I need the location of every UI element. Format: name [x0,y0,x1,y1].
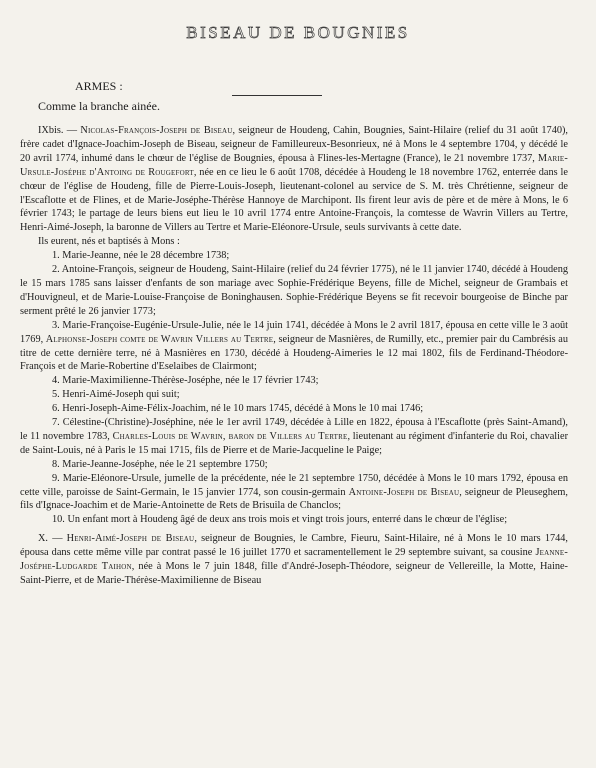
person-name: Nicolas-François-Joseph de Biseau [80,125,233,136]
list-item: 10. Un enfant mort à Houdeng âgé de deux ans trois mois et vingt trois jours, enterré dans le chœur de l'église; [52,514,508,526]
armes-label: ARMES : [75,79,123,93]
list-item: 3. Marie-Françoise-Eugénie-Ursule-Julie, née le 14 juin 1741, décédée à Mons le 2 avril 1817, épousa en cette ville le 3 août 1769, Alphonse-Joseph comte de Wavrin Villers au Tertre, seigneur de Masnières, de Rumilly, etc., premier pair du Cambrésis au titre de cette dernière terre, né à Masnières en 1730, décédé à Houdeng-Aimeries le 12 mai 1802, fils de Ferdinand-Théodore-François et de Marie-Robertine d'Eselaibes de Clairmont; [20,319,569,373]
list-item: 7. Célestine-(Christine)-Joséphine, née le 1er avril 1749, décédée à Lille en 1822, épousa à l'Escaflotte (près Saint-Amand), le 11 novembre 1783, Charles-Louis de Wavrin, baron de Villers au Tertre, lieutenant au régiment d'infanterie du Roi, chavalier de Saint-Louis, né à Paris le 15 mai 1715, fils de Pierre et de Marie-Jacqueline le Paige; [20,417,569,456]
entry-number: X. — [38,533,67,545]
entry-x-text [20,532,568,588]
list-item: 2. Antoine-François, seigneur de Houdeng, Saint-Hilaire (relief du 24 février 1775), né le 11 janvier 1740, décédé à Houdeng le 15 mars 1785 sans laisser d'enfants de son mariage avec Sophie-Frédérique Beyens, fille de Michel, seigneur de Grambais et d'Houvigneul, et de Marie-Louise-Françoise de Boninghausen. Sophie-Frédérique Beyens se fit recevoir bourgeoise de Binche par serment prêté le 26 janvier 1773; [20,264,568,317]
entry-text: , née à Mons le 7 juin 1848, fille d'André-Joseph-Théodore, seigneur de Vellereille, la Motte, Haine-Saint-Pierre, et de Marie-Thérèse-Maximilienne de Biseau [20,561,568,586]
entry-text: , seigneur de Houdeng, Cahin, Bougnies, Saint-Hilaire (relief du 31 août 1740), frère cadet d'Ignace-Joachim-Joseph de Biseau, seigneur de Familleureux-Besonrieux, né à Mons le 4 septembre 1704, y décédé le 20 avril 1774, inhumé dans le chœur de l'église de Bougnies, épousa à Flines-les-Mertagne (France), le 21 novembre 1737, [20,125,569,164]
entry-number: IXbis. — [38,125,81,136]
entry-ixbis [20,124,568,588]
list-item: 8. Marie-Jeanne-Joséphe, née le 21 septembre 1750; [52,458,268,470]
page-title: BISEAU DE BOUGNIES [186,23,410,42]
person-name: Henri-Aimé-Joseph de Biseau [66,533,195,545]
children-list [20,249,568,527]
entry-text: , née en ce lieu le 6 août 1708, décédée à Houdeng le 18 novembre 1762, enterrée dans le chœur de l'église de Houdeng, fille de Pierre-Louis-Joseph, lieutenant-colonel au service de S. M. très Chrétienne, seigneur de l'Escaflotte et de Flines, et de Marie-Joséphe-Thérèse Hannoye de Marchipont. Ils firent leur avis de père et de mère à Mons, le 6 février 1743; le partage de leurs biens eut lieu le 10 avril 1774 entre Antoine-François, la comtesse de Wavrin Villers au Tertre, Henri-Aimé-Joseph, la baronne de Villers au Tertre et Marie-Eléonore-Ursule, seuls survivants à cette date. [20,166,568,234]
list-item: 4. Marie-Maximilienne-Thérèse-Joséphe, née le 17 février 1743; [52,375,319,387]
spouse-name: Jeanne-Joséphe-Ludgarde Taihon [20,547,568,573]
list-item: 1. Marie-Jeanne, née le 28 décembre 1738; [52,250,230,262]
spouse-name: Marie-Ursule-Joséphe d'Antoing de Rougefort [20,152,568,178]
title-rule [232,95,322,96]
entry-text: , seigneur de Bougnies, le Cambre, Fieuru, Saint-Hilaire, né à Mons le 10 mars 1744, épousa dans cette même ville par contrat passé le 16 juillet 1770 et sacramentellement le 29 septembre suivant, sa cousine [20,533,568,559]
list-item: 9. Marie-Eléonore-Ursule, jumelle de la précédente, née le 21 septembre 1750, décédée à Mons le 10 mars 1792, épousa en cette ville, paroisse de Saint-Germain, le 15 janvier 1774, son cousin-germain Antoine-Joseph de Biseau, seigneur de Pleuseghem, fils d'Ignace-Joachim et de Marie-Antoinette de Rets de Brisuila de Chanclos; [20,472,568,512]
list-item: 6. Henri-Joseph-Aime-Félix-Joachim, né le 10 mars 1745, décédé à Mons le 10 mai 1746; [52,403,424,415]
entry-ixbis-text [20,124,568,235]
armes-text: Comme la branche ainée. [38,99,160,113]
children-intro: Ils eurent, nés et baptisés à Mons : [38,236,180,248]
list-item: 5. Henri-Aimé-Joseph qui suit; [52,389,180,401]
